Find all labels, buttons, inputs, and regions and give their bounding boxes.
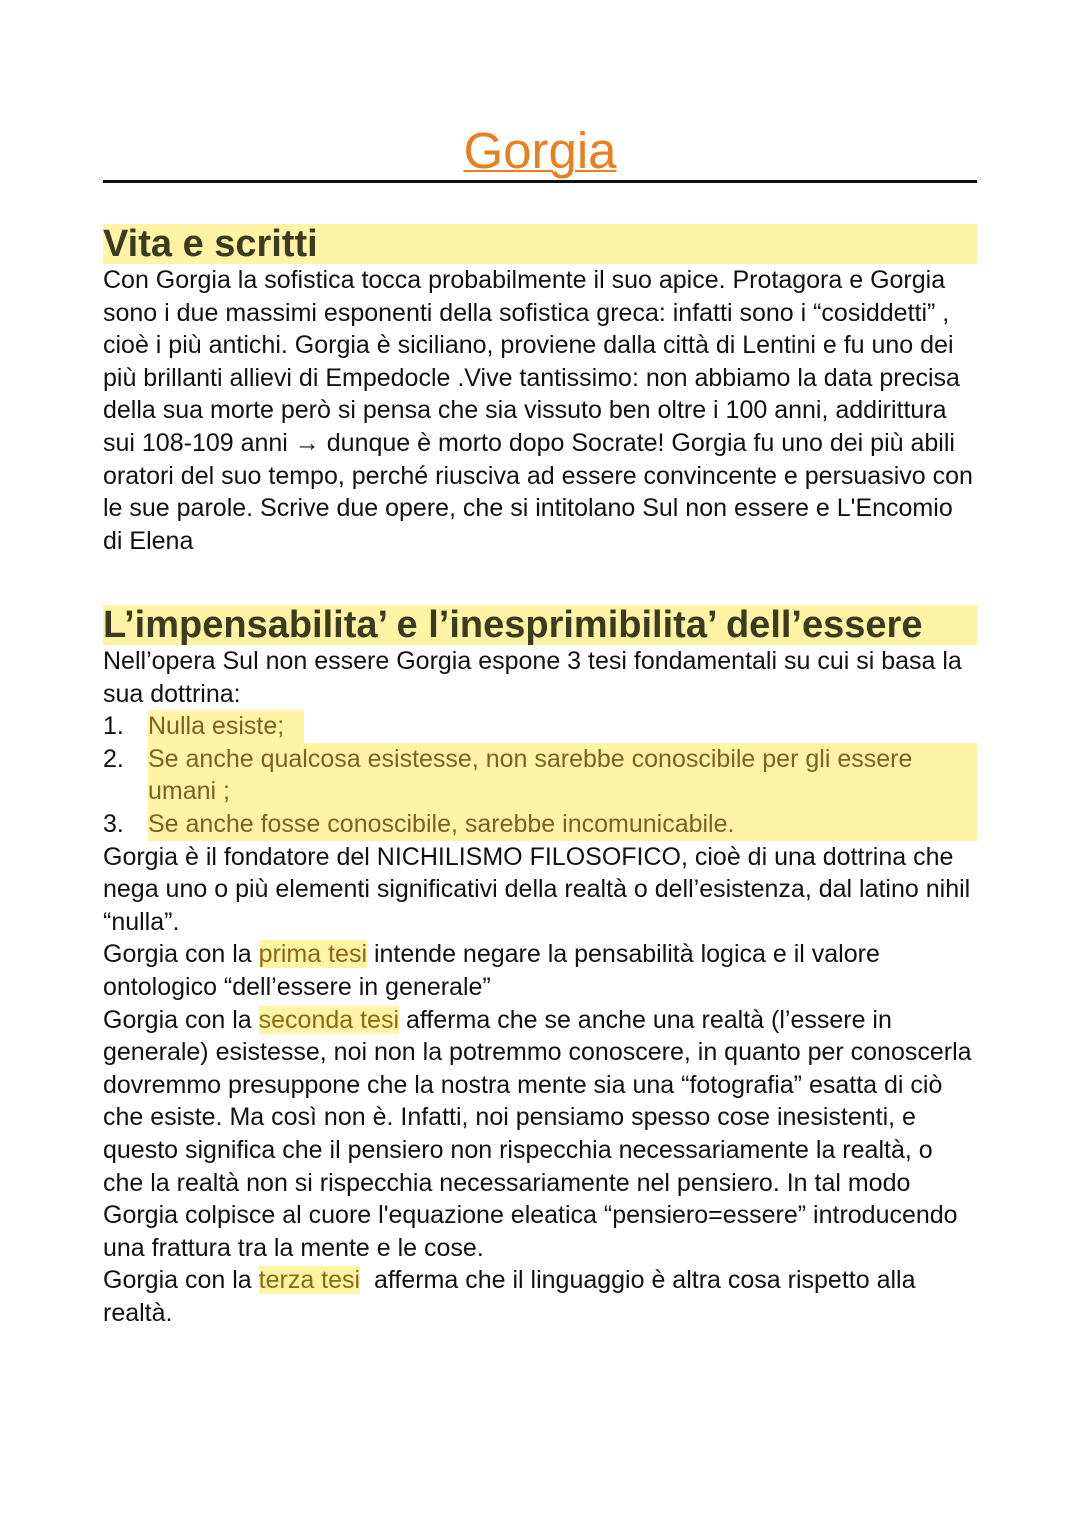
paragraph-vita: Con Gorgia la sofistica tocca probabilmente il suo apice. Protagora e Gorgia sono i due massimi esponenti della sofistica greca: infatti sono i “cosiddetti” , cioè i più antichi. Gorgia è siciliano, proviene dalla città di Lentini e fu uno dei più brillanti allievi di Empedocle .Vive tantissimo: non abbiamo la data precisa della sua morte però si pensa che sia vissuto ben oltre i 100 anni, addirittura sui 108-109 anni → dunque è morto dopo Socrate! Gorgia fu uno dei più abili oratori del suo tempo, perché riusciva ad essere convincente e persuasivo con le sue parole. Scrive due opere, che si intitolano Sul non essere e L'Encomio di Elena (103, 266, 973, 555)
theses-list (103, 710, 977, 840)
paragraph-intro: Nell’opera Sul non essere Gorgia espone 3 tesi fondamentali su cui si basa la sua dottrina: (103, 647, 962, 708)
text-run: Gorgia con la (103, 940, 259, 969)
list-number: 2. (103, 744, 124, 773)
paragraph-seconda-tesi (103, 1004, 977, 1265)
text-run: afferma che il linguaggio è altra cosa rispetto alla realtà. (103, 1266, 923, 1327)
list-number: 1. (103, 712, 124, 741)
section-heading-vita: Vita e scritti (103, 224, 977, 264)
highlight-terza-tesi: terza tesi (258, 1266, 361, 1295)
list-item-text: Nulla esiste; (148, 710, 304, 743)
text-run: Gorgia con la (103, 1266, 259, 1295)
list-item-text: Se anche qualcosa esistesse, non sarebbe conoscibile per gli essere umani ; (148, 743, 977, 808)
list-item (103, 808, 977, 841)
paragraph-nichilismo: Gorgia è il fondatore del NICHILISMO FILOSOFICO, cioè di una dottrina che nega uno o più elementi significativi della realtà o dell’esistenza, dal latino nihil “nulla”. (103, 842, 971, 936)
title-rule (103, 122, 977, 183)
section-heading-impensabilita: L’impensabilita’ e l’inesprimibilita’ dell’essere (103, 605, 977, 645)
highlight-seconda-tesi: seconda tesi (258, 1005, 400, 1034)
paragraph-prima-tesi (103, 938, 977, 1003)
highlight-prima-tesi: prima tesi (258, 940, 368, 969)
list-item-text: Se anche fosse conoscibile, sarebbe incomunicabile. (148, 808, 977, 841)
paragraph-terza-tesi (103, 1264, 977, 1329)
section-impensabilita (103, 605, 977, 1329)
list-item (103, 743, 977, 808)
text-run: intende negare la pensabilità logica e il valore ontologico “dell’essere in generale” (103, 940, 880, 1001)
text-run: afferma che se anche una realtà (l’essere in generale) esistesse, noi non la potremmo conoscere, in quanto per conoscerla dovremmo presuppone che la nostra mente sia una “fotografia” esatta di ciò che esiste. Ma così non è. Infatti, noi pensiamo spesso cose inesistenti, e questo significa che il pensiero non rispecchia necessariamente la realtà, o che la realtà non si rispecchia necessariamente nel pensiero. In tal modo Gorgia colpisce al cuore l'equazione eleatica “pensiero=essere” introducendo una frattura tra la mente e le cose. (103, 1005, 972, 1262)
list-number: 3. (103, 809, 124, 838)
text-run: Gorgia con la (103, 1005, 259, 1034)
page-title: Gorgia (463, 122, 617, 179)
list-item (103, 710, 977, 743)
section-vita-e-scritti (103, 224, 977, 557)
